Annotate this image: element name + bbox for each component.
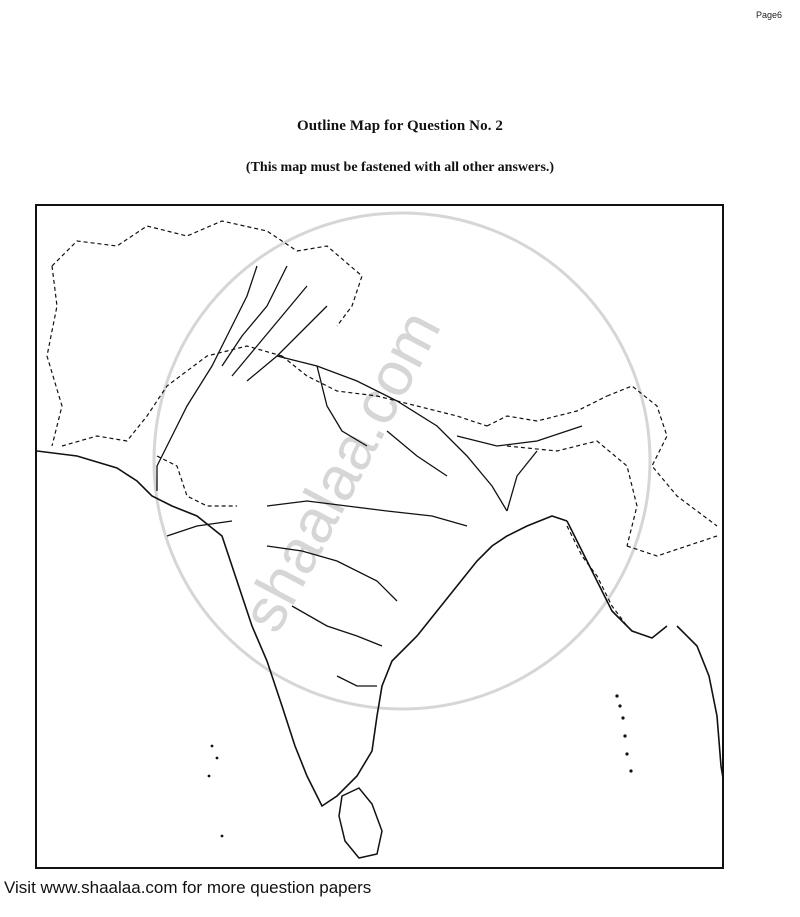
watermark-text: shaalaa.com	[228, 299, 455, 643]
islands	[208, 694, 633, 837]
sri-lanka-outline	[339, 788, 382, 858]
outline-map	[37, 206, 724, 869]
page-number: Page6	[755, 10, 782, 20]
map-instruction: (This map must be fastened with all other answers.)	[245, 160, 555, 175]
coastline	[37, 451, 724, 806]
watermark	[154, 213, 650, 709]
map-title: Outline Map for Question No. 2	[296, 118, 504, 134]
map-frame	[35, 204, 724, 869]
footer-note: Visit www.shaalaa.com for more question papers	[4, 878, 372, 897]
